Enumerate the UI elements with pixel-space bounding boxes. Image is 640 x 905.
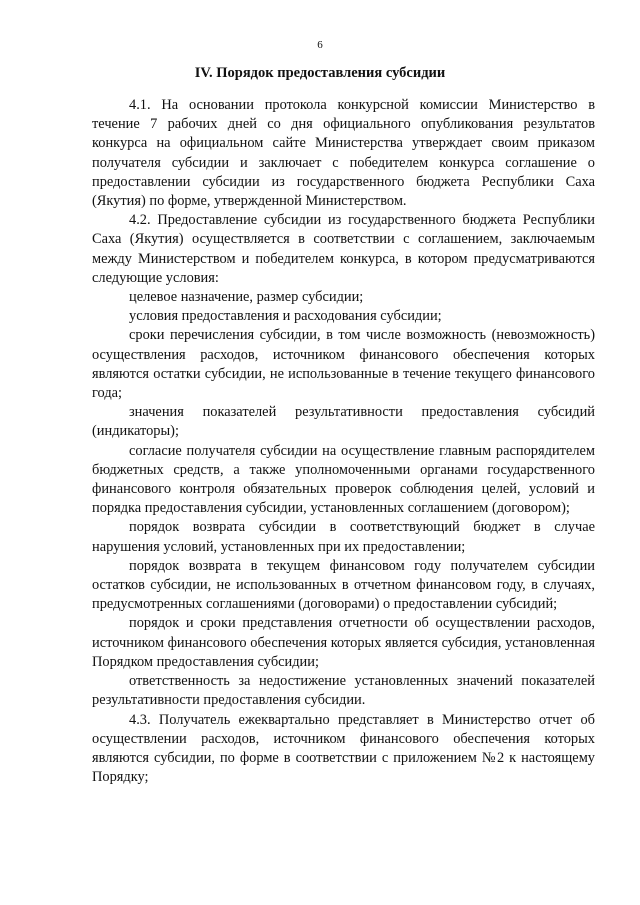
condition-item: сроки перечисления субсидии, в том числе возможность (невозможность) осуществления расходов, источником финансового обеспечения которых являются остатки субсидии, не использованные в течение текущего финансового года; — [92, 327, 595, 402]
page-number: 6 — [317, 39, 323, 51]
condition-item: значения показателей результативности предоставления субсидий (индикаторы); — [92, 404, 595, 440]
condition-item: согласие получателя субсидии на осуществление главным распорядителем бюджетных средств, а также уполномоченными органами государственного финансового контроля обязательных проверок соблюдения целей, условий и порядка предоставления субсидии, установленных соглашением (договором); — [92, 442, 595, 517]
condition-item: порядок возврата в текущем финансовом году получателем субсидии остатков субсидии, не использованных в отчетном финансовом году, в случаях, предусмотренных соглашениями (договорами) о предоставлении субсидий; — [92, 557, 595, 613]
paragraph-4-2: 4.2. Предоставление субсидии из государственного бюджета Республики Саха (Якутия) осуществляется в соответствии с соглашением, заключаемым между Министерством и победителем конкурса, в котором предусматриваются следующие условия: — [92, 212, 595, 286]
condition-item: порядок и сроки представления отчетности об осуществлении расходов, источником финансового обеспечения которых является субсидия, установленная Порядком предоставления субсидии; — [92, 615, 595, 670]
document-body — [92, 96, 595, 787]
condition-item: порядок возврата субсидии в соответствующий бюджет в случае нарушения условий, установленных при их предоставлении; — [92, 519, 595, 555]
section-title: IV. Порядок предоставления субсидии — [194, 65, 446, 81]
condition-item: условия предоставления и расходования субсидии; — [129, 308, 442, 325]
paragraph-4-1: 4.1. На основании протокола конкурсной комиссии Министерство в течение 7 рабочих дней со дня официального опубликования результатов конкурса на официальном сайте Министерства утверждает своим приказом получателя субсидии и заключает с победителем конкурса соглашение о предоставлении субсидии из государственного бюджета Республики Саха (Якутия) по форме, утвержденной Министерством. — [92, 97, 595, 210]
condition-item: ответственность за недостижение установленных значений показателей результативности предоставления субсидии. — [92, 673, 595, 709]
paragraph-4-3: 4.3. Получатель ежеквартально представляет в Министерство отчет об осуществлении расходов, источником финансового обеспечения которых являются субсидии, по форме в соответствии с приложением №2 к настоящему Порядку; — [92, 711, 595, 786]
condition-item: целевое назначение, размер субсидии; — [129, 289, 364, 306]
